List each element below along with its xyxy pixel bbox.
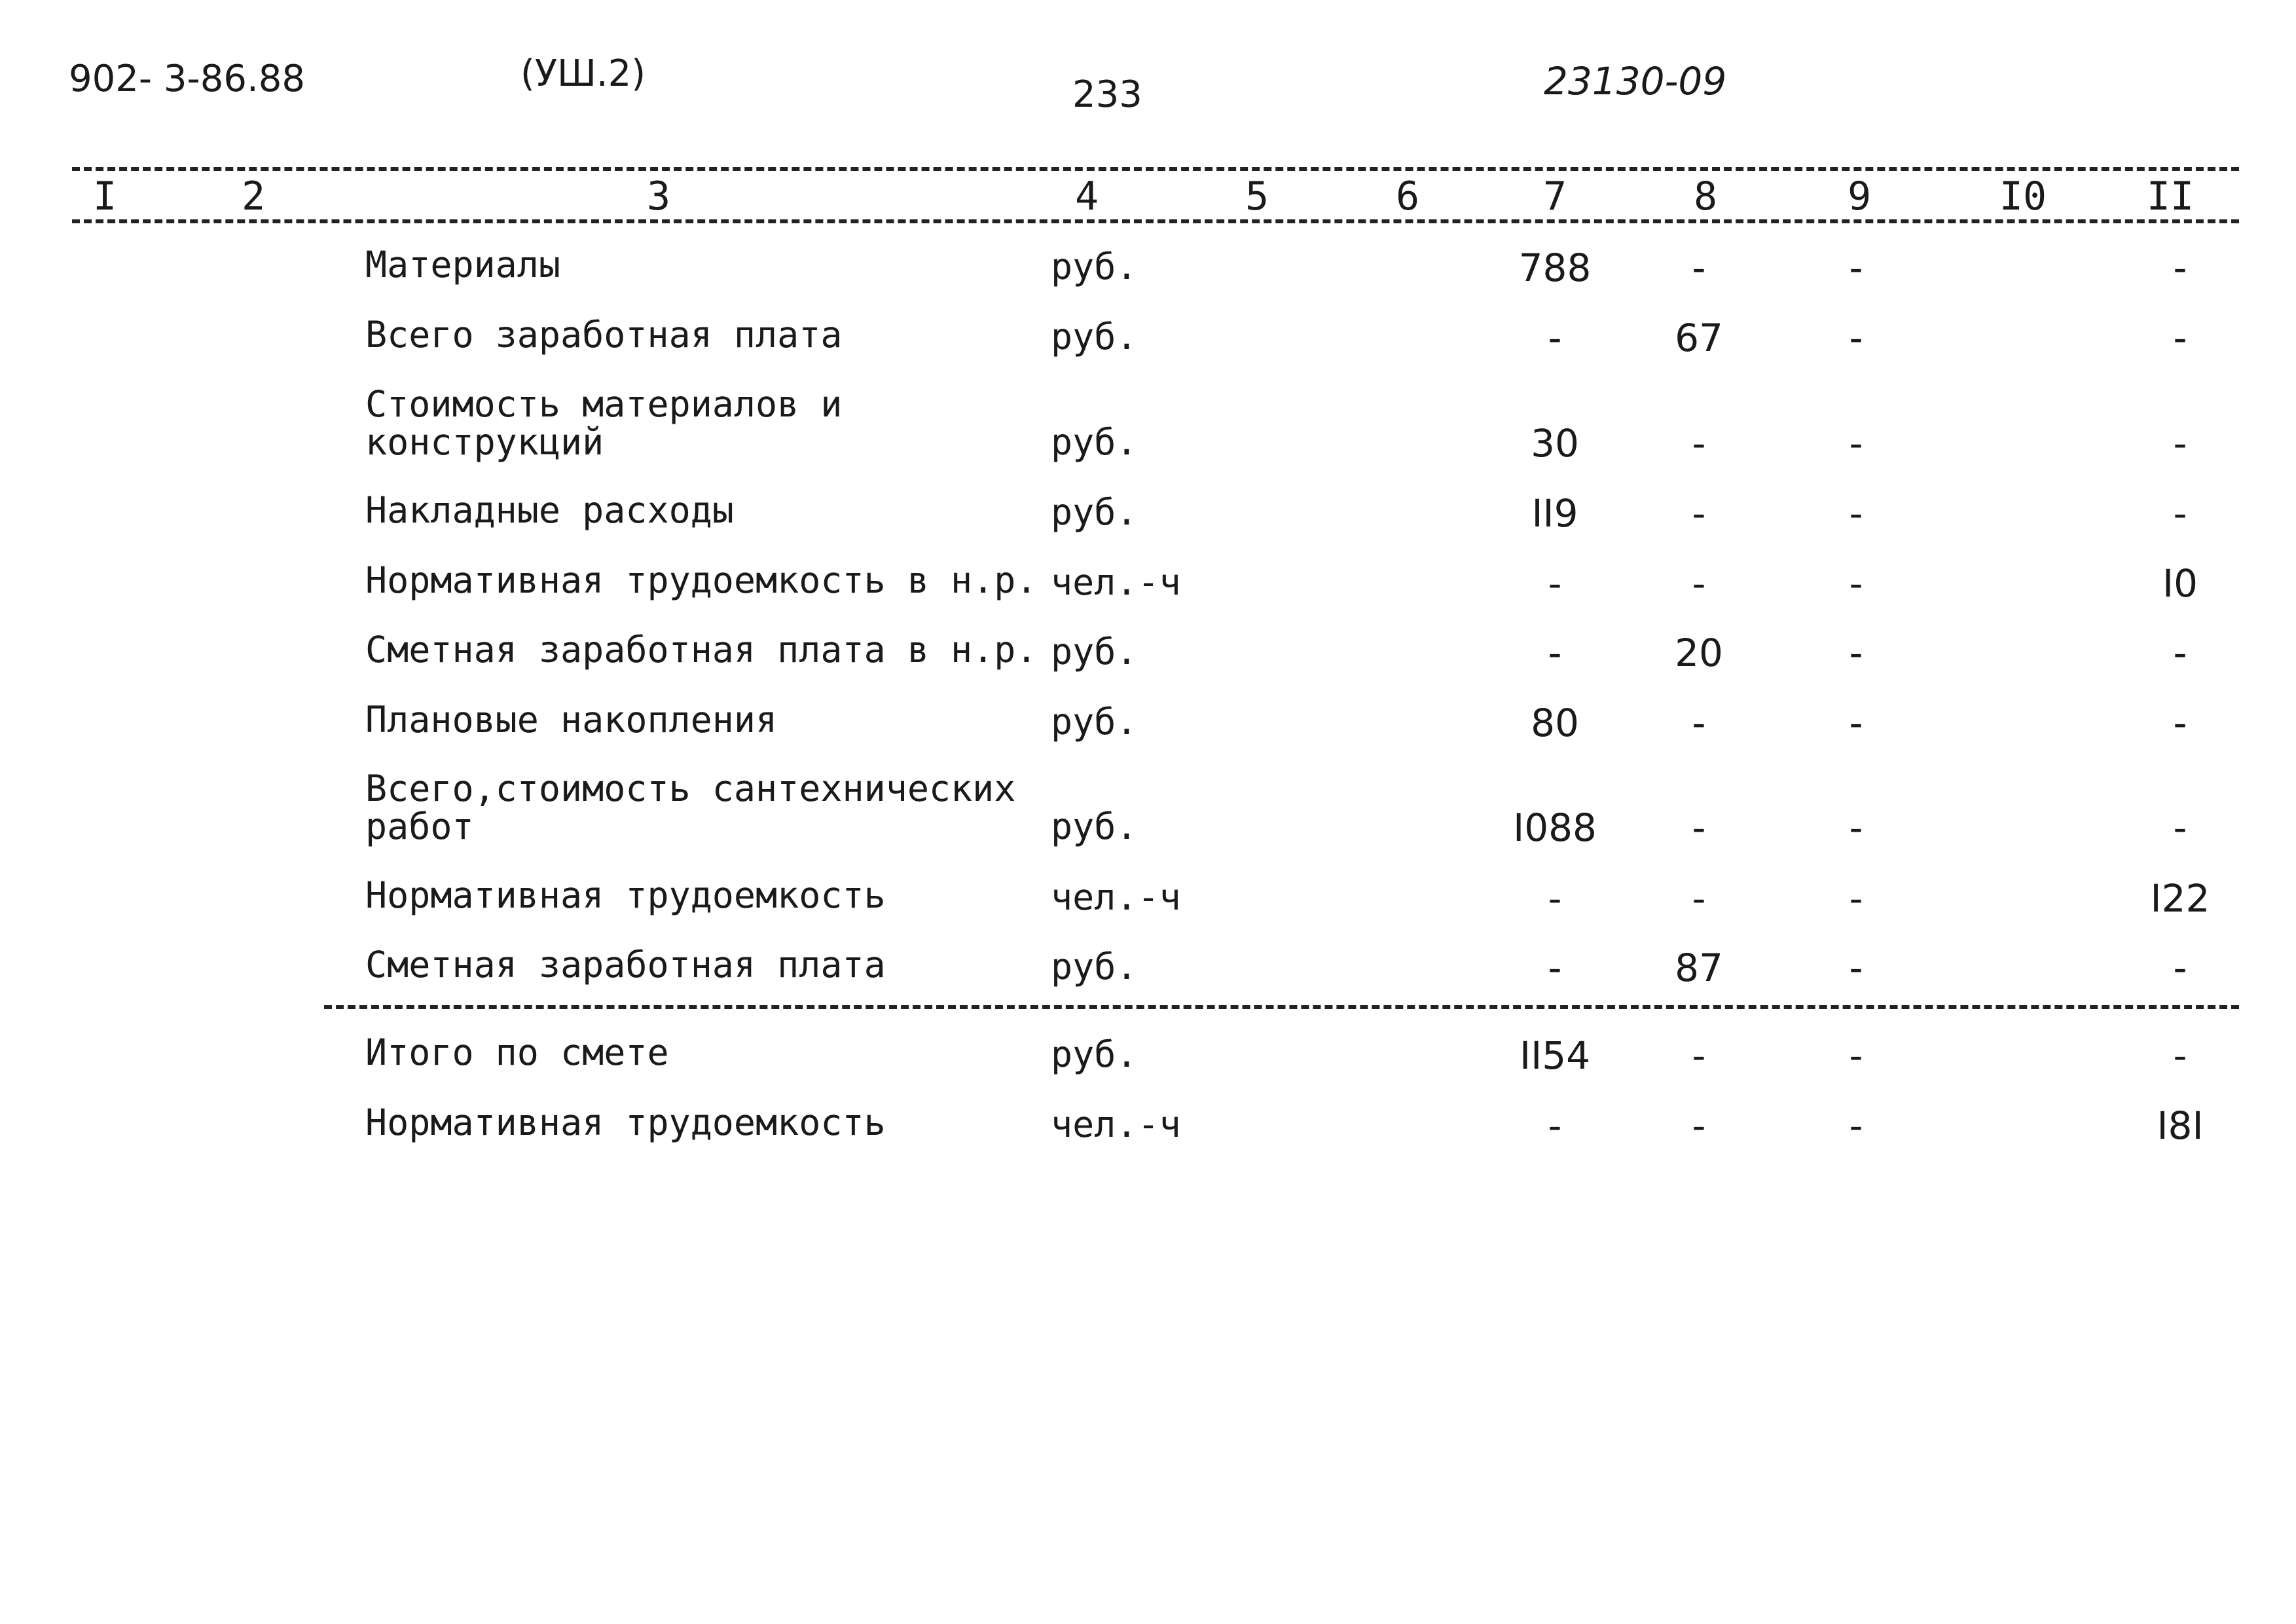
row-unit: руб. (1051, 491, 1138, 533)
cell-col9: - (1849, 1103, 1863, 1148)
cell-col11: - (2173, 805, 2187, 850)
row-label: Плановые накопления (365, 699, 778, 741)
column-number: 2 (241, 174, 266, 219)
cell-col8: - (1692, 561, 1706, 606)
cell-col7: - (1548, 316, 1562, 360)
column-number: 4 (1074, 174, 1099, 219)
cell-col7: - (1548, 631, 1562, 675)
column-number: I0 (1999, 174, 2047, 219)
cell-col8: 87 (1675, 946, 1723, 990)
cell-col9: - (1849, 805, 1863, 850)
cell-col9: - (1849, 876, 1863, 921)
cell-col7: - (1548, 876, 1562, 921)
cell-col8: - (1692, 246, 1706, 290)
cell-col9: - (1849, 1033, 1863, 1078)
cell-col11: - (2173, 701, 2187, 745)
cell-col8: - (1692, 876, 1706, 921)
row-label: Итого по смете (365, 1031, 669, 1073)
cell-col9: - (1849, 701, 1863, 745)
archive-number: 23130-09 (1544, 59, 1727, 103)
column-number: 9 (1847, 174, 1872, 219)
cell-col11: I0 (2162, 561, 2198, 606)
cell-col7: I088 (1513, 805, 1597, 850)
row-unit: руб. (1051, 316, 1138, 358)
document-number: 902- 3-86.88 (69, 58, 306, 100)
row-unit: чел.-ч (1051, 561, 1181, 603)
row-unit: руб. (1051, 1033, 1138, 1075)
row-unit: руб. (1051, 246, 1138, 287)
row-label: Сметная заработная плата (365, 944, 886, 986)
row-label: Нормативная трудоемкость (365, 874, 886, 916)
row-unit: руб. (1051, 701, 1138, 743)
cell-col9: - (1849, 316, 1863, 360)
header-top-rule (72, 167, 2239, 171)
cell-col7: 788 (1518, 246, 1592, 290)
column-number: 6 (1395, 174, 1420, 219)
cell-col8: 20 (1675, 631, 1723, 675)
cell-col11: - (2173, 631, 2187, 675)
cell-col9: - (1849, 421, 1863, 466)
cell-col11: I22 (2150, 876, 2210, 921)
row-label: Всего заработная плата (365, 314, 843, 356)
column-number: 8 (1693, 174, 1718, 219)
cell-col7: - (1548, 561, 1562, 606)
cell-col7: 30 (1531, 421, 1579, 466)
cell-col11: - (2173, 316, 2187, 360)
row-label: Нормативная трудоемкость в н.р. (365, 559, 1038, 601)
cell-col11: - (2173, 246, 2187, 290)
section-code: (УШ.2) (520, 52, 646, 95)
cell-col9: - (1849, 631, 1863, 675)
cell-col8: - (1692, 805, 1706, 850)
page-number: 233 (1072, 73, 1142, 116)
row-label: Стоимость материалов и конструкций (365, 383, 843, 463)
cell-col7: II9 (1531, 491, 1578, 536)
column-number: 7 (1542, 174, 1567, 219)
column-number: 3 (646, 174, 671, 219)
cell-col11: I8I (2157, 1103, 2204, 1148)
cell-col11: - (2173, 946, 2187, 990)
cell-col8: - (1692, 1033, 1706, 1078)
cell-col9: - (1849, 561, 1863, 606)
cell-col7: - (1548, 1103, 1562, 1148)
cell-col8: - (1692, 701, 1706, 745)
row-label: Всего,стоимость сантехнических работ (365, 767, 1016, 847)
row-unit: чел.-ч (1051, 1103, 1181, 1145)
row-label: Нормативная трудоемкость (365, 1101, 886, 1143)
cell-col11: - (2173, 1033, 2187, 1078)
cell-col7: - (1548, 946, 1562, 990)
cell-col11: - (2173, 491, 2187, 536)
row-unit: руб. (1051, 805, 1138, 847)
row-label: Сметная заработная плата в н.р. (365, 629, 1038, 671)
cell-col8: - (1692, 421, 1706, 466)
column-number: II (2146, 174, 2195, 219)
cell-col8: - (1692, 491, 1706, 536)
column-number: 5 (1245, 174, 1269, 219)
row-unit: руб. (1051, 946, 1138, 987)
totals-separator (324, 1005, 2239, 1009)
cell-col9: - (1849, 491, 1863, 536)
cell-col7: II54 (1519, 1033, 1590, 1078)
cell-col7: 80 (1531, 701, 1579, 745)
cell-col8: 67 (1675, 316, 1723, 360)
row-label: Материалы (365, 244, 561, 286)
cell-col8: - (1692, 1103, 1706, 1148)
cell-col11: - (2173, 421, 2187, 466)
row-unit: руб. (1051, 421, 1138, 463)
row-label: Накладные расходы (365, 489, 734, 531)
row-unit: руб. (1051, 631, 1138, 673)
row-unit: чел.-ч (1051, 876, 1181, 918)
header-bottom-rule (72, 219, 2239, 223)
column-number: I (92, 174, 117, 219)
cell-col9: - (1849, 946, 1863, 990)
cell-col9: - (1849, 246, 1863, 290)
